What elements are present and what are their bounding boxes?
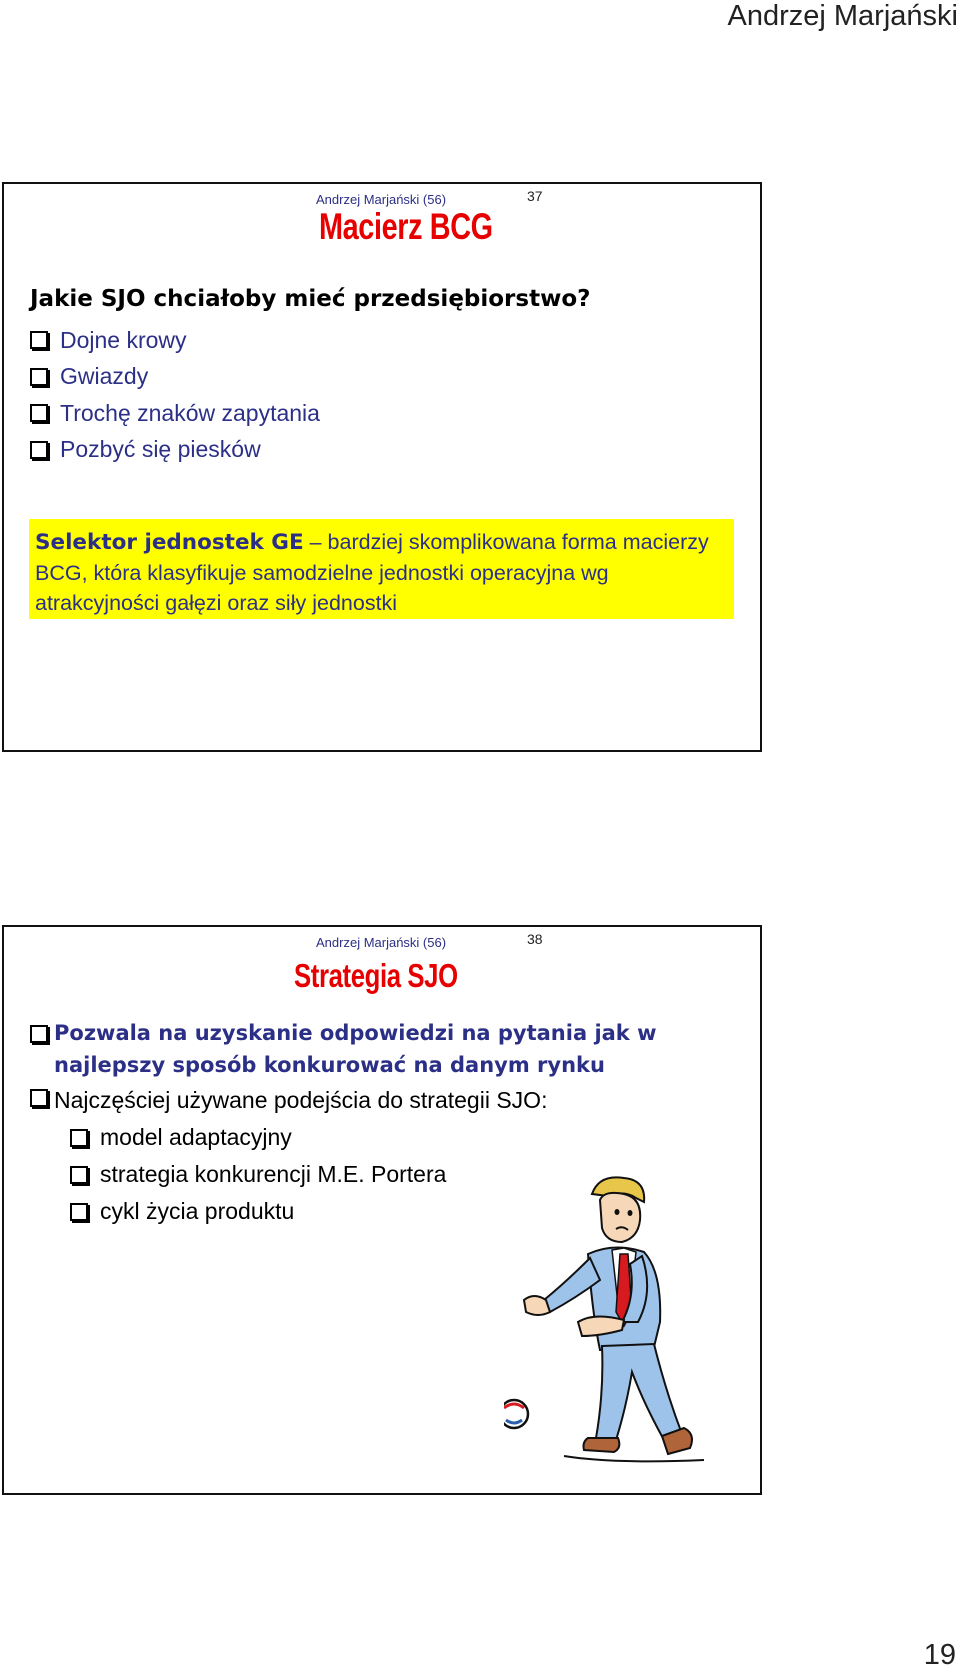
slide-title: Strategia SJO (294, 957, 458, 994)
list-item (70, 1193, 446, 1230)
checkbox-bullet-icon (30, 404, 48, 422)
bullet-list (30, 1017, 744, 1117)
list-item (70, 1119, 446, 1156)
checkbox-bullet-icon (30, 1025, 48, 1043)
slide-number: 37 (527, 188, 543, 204)
slide-37 (2, 182, 762, 752)
checkbox-bullet-icon (70, 1166, 88, 1184)
list-item (30, 359, 320, 396)
checkbox-bullet-icon (30, 331, 48, 349)
highlight-lead: Selektor jednostek GE (35, 530, 304, 555)
highlight-text: – bardziej skomplikowana forma macierzy BCG, która klasyfikuje samodzielne jednostki operacyjna wg atrakcyjności gałęzi oraz siły jednostki (35, 530, 709, 615)
slide-title: Macierz BCG (319, 206, 493, 247)
list-item (70, 1156, 446, 1193)
bullet-text: Pozbyć się piesków (60, 436, 261, 463)
checkbox-bullet-icon (70, 1203, 88, 1221)
page-author: Andrzej Marjański (727, 0, 958, 32)
bullet-text: Pozwala na uzyskanie odpowiedzi na pytania jak w najlepszy sposób konkurować na danym rynku (54, 1021, 657, 1077)
bullet-text: Gwiazdy (60, 363, 149, 390)
list-item (30, 1017, 744, 1081)
page-number: 19 (923, 1639, 956, 1671)
bullet-text: strategia konkurencji M.E. Portera (100, 1161, 447, 1187)
checkbox-bullet-icon (30, 1089, 48, 1107)
slide-header: Andrzej Marjański (56) (316, 192, 447, 207)
list-item (30, 395, 320, 432)
list-item (30, 322, 320, 359)
bullet-text: Trochę znaków zapytania (60, 399, 320, 426)
question-heading: Jakie SJO chciałoby mieć przedsiębiorstwo? (30, 286, 591, 312)
list-item (30, 432, 320, 469)
slide-38 (2, 925, 762, 1495)
bullet-text: Najczęściej używane podejścia do strategii SJO: (54, 1087, 548, 1113)
bullet-text: Dojne krowy (60, 326, 187, 353)
bullet-text: cykl życia produktu (100, 1198, 295, 1224)
checkbox-bullet-icon (30, 441, 48, 459)
sub-bullet-list (70, 1119, 446, 1230)
list-item (30, 1081, 744, 1117)
slide-header: Andrzej Marjański (56) (316, 935, 447, 950)
businessman-bowling-clipart (504, 1172, 744, 1477)
checkbox-bullet-icon (30, 368, 48, 386)
slide-number: 38 (527, 931, 543, 947)
checkbox-bullet-icon (70, 1129, 88, 1147)
bullet-list (30, 322, 320, 468)
bullet-text: model adaptacyjny (100, 1124, 292, 1150)
highlight-box (29, 519, 734, 619)
